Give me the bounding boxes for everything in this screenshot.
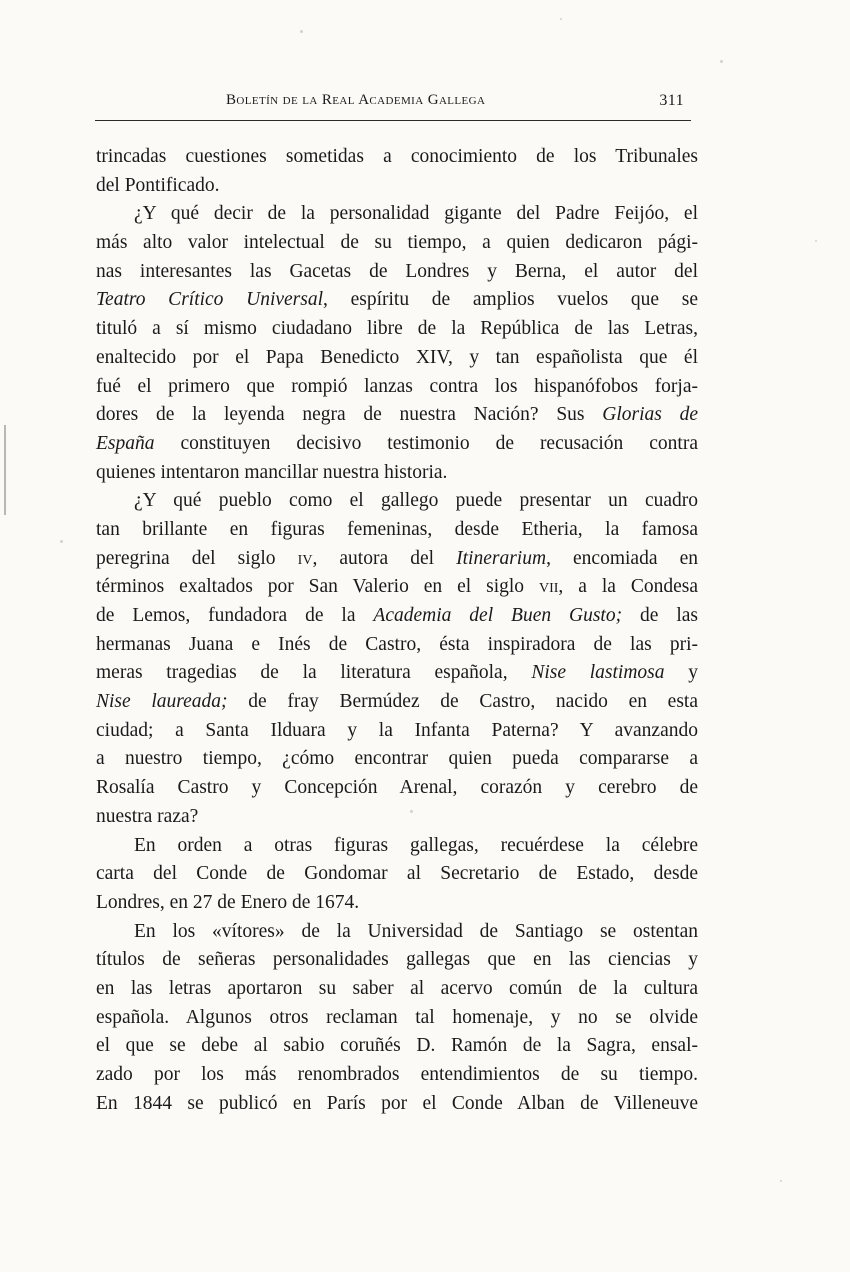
- journal-title: Boletín de la Real Academia Gallega: [226, 92, 486, 108]
- text-line: trincadas cuestiones sometidas a conocimiento de los Tribunales: [96, 146, 698, 167]
- text-line: [96, 659, 698, 688]
- scan-speckle: [815, 240, 817, 242]
- text-run: peregrina del siglo: [96, 547, 298, 569]
- text-run: términos exaltados por San Valerio en el siglo: [96, 576, 539, 598]
- institution-title: Academia del Buen Gusto;: [373, 605, 623, 626]
- roman-numeral: iv: [297, 547, 313, 569]
- text-run: , espíritu de amplios vuelos que se: [323, 289, 698, 311]
- text-run: , a la Condesa: [558, 576, 698, 598]
- book-title: Nise lastimosa: [531, 662, 665, 684]
- text-line: nas interesantes las Gacetas de Londres y Berna, el autor del: [96, 260, 698, 282]
- scan-margin-mark: [4, 425, 6, 515]
- text-line: [96, 430, 698, 459]
- text-line: el que se debe al sabio coruñés D. Ramón de la Sagra, ensal-: [96, 1035, 698, 1057]
- text-line: ciudad; a Santa Ilduara y la Infanta Paterna? Y avanzando: [96, 719, 698, 741]
- text-run: dores de la leyenda negra de nuestra Nación? Sus: [96, 404, 603, 426]
- text-line: hermanas Juana e Inés de Castro, ésta inspiradora de las pri-: [96, 633, 698, 655]
- text-line: Rosalía Castro y Concepción Arenal, corazón y cerebro de: [96, 777, 698, 799]
- scan-speckle: [780, 1180, 782, 1182]
- text-line: carta del Conde de Gondomar al Secretario de Estado, desde: [96, 863, 698, 885]
- text-line: En orden a otras figuras gallegas, recuérdese la célebre: [134, 834, 698, 856]
- text-line: tan brillante en figuras femeninas, desde Etheria, la famosa: [96, 518, 698, 540]
- scan-speckle: [60, 540, 63, 543]
- book-title: Nise laureada;: [96, 691, 228, 713]
- page-number: 311: [659, 92, 684, 109]
- text-line: a nuestro tiempo, ¿cómo encontrar quien pueda compararse a: [96, 748, 698, 770]
- text-run: de las: [622, 605, 698, 626]
- text-line: [96, 688, 698, 717]
- text-run: y: [664, 662, 699, 684]
- text-run: de Lemos, fundadora de la: [96, 605, 374, 626]
- scan-speckle: [720, 60, 723, 63]
- text-line: más alto valor intelectual de su tiempo, a quien dedicaron pági-: [96, 232, 698, 254]
- text-run: meras tragedias de la literatura española,: [96, 662, 532, 684]
- scan-speckle: [300, 30, 303, 33]
- text-line: [96, 545, 698, 574]
- book-title: Glorias de: [602, 404, 699, 426]
- text-line: [96, 573, 698, 602]
- text-line: zado por los más renombrados entendimientos de su tiempo.: [96, 1064, 698, 1085]
- text-line: tituló a sí mismo ciudadano libre de la República de las Letras,: [96, 318, 698, 340]
- text-line: en las letras aportaron su saber al acervo común de la cultura: [96, 977, 698, 999]
- text-line: ¿Y qué pueblo como el gallego puede presentar un cuadro: [134, 490, 698, 512]
- text-line: En los «vítores» de la Universidad de Santiago se ostentan: [134, 920, 698, 942]
- text-line: enaltecido por el Papa Benedicto XIV, y tan españolista que él: [96, 346, 698, 368]
- text-run: de fray Bermúdez de Castro, nacido en esta: [227, 691, 698, 713]
- text-run: constituyen decisivo testimonio de recusación contra: [154, 432, 698, 454]
- text-line: títulos de señeras personalidades gallegas que en las ciencias y: [96, 949, 698, 971]
- text-line: Londres, en 27 de Enero de 1674.: [96, 891, 360, 913]
- scan-speckle: [560, 18, 562, 20]
- roman-numeral: vii: [538, 576, 559, 598]
- text-line: En 1844 se publicó en París por el Conde Alban de Villeneuve: [96, 1092, 698, 1114]
- text-run: , autora del: [312, 547, 457, 569]
- book-title: España: [96, 432, 155, 454]
- text-line: ¿Y qué decir de la personalidad gigante del Padre Feijóo, el: [134, 203, 698, 225]
- text-line: [96, 602, 698, 631]
- text-line: quienes intentaron mancillar nuestra historia.: [96, 461, 448, 483]
- text-line: [96, 286, 698, 315]
- text-line: nuestra raza?: [96, 805, 199, 827]
- header-rule: [95, 120, 691, 121]
- running-header: [226, 92, 688, 116]
- text-line: fué el primero que rompió lanzas contra los hispanófobos forja-: [96, 375, 698, 397]
- book-title: Teatro Crítico Universal: [96, 289, 324, 311]
- book-title: Itinerarium: [456, 547, 547, 569]
- text-run: , encomiada en: [546, 547, 698, 569]
- body-text: [96, 143, 698, 1118]
- text-line: [96, 401, 698, 430]
- text-line: del Pontificado.: [96, 174, 220, 196]
- text-line: española. Algunos otros reclaman tal homenaje, y no se olvide: [96, 1006, 698, 1028]
